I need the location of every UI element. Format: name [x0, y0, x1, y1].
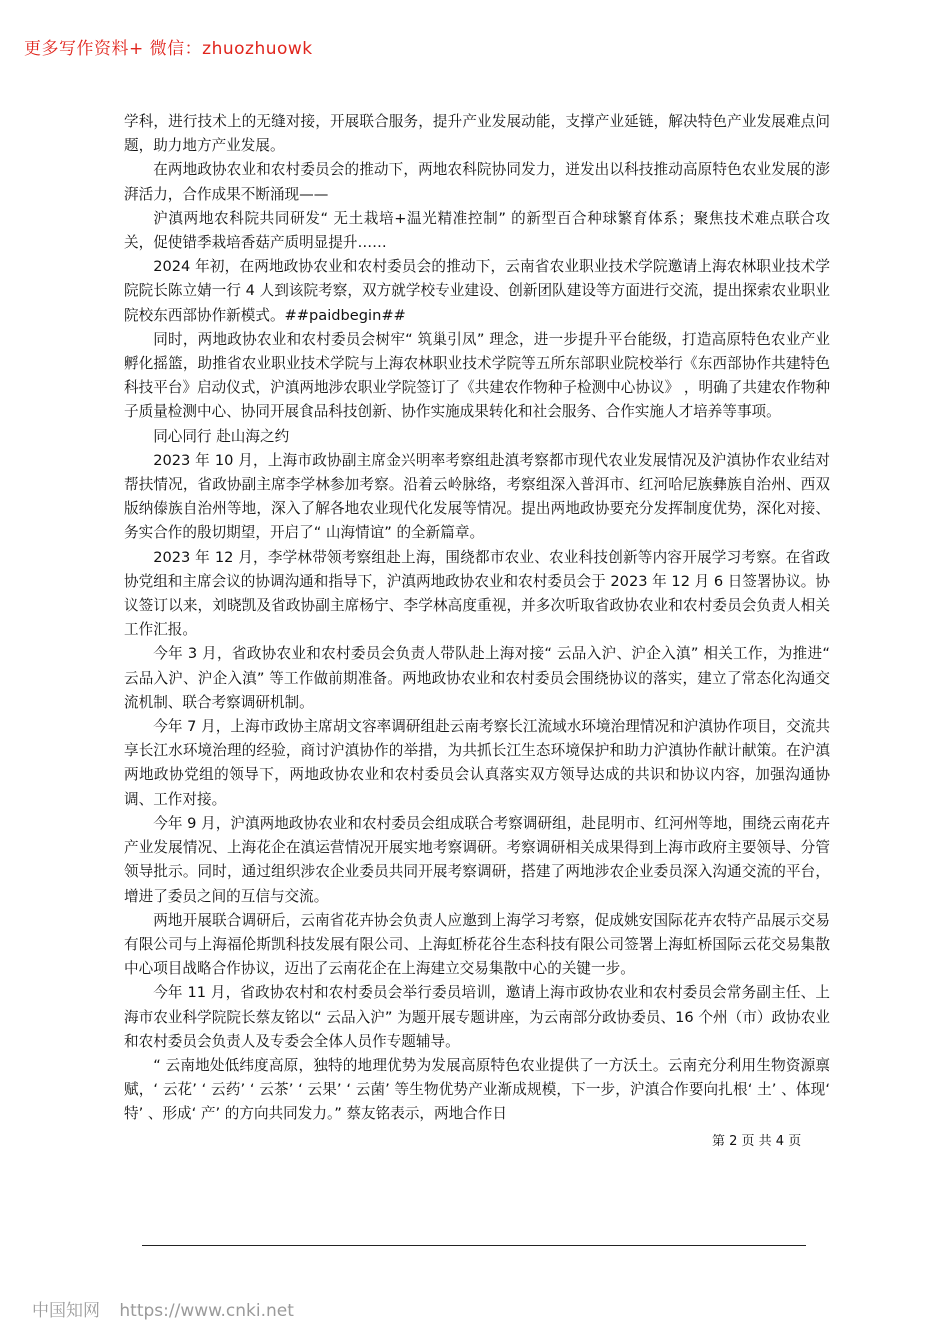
promo-banner: 更多写作资料+ 微信：zhuozhuowk: [24, 39, 313, 59]
page-number: 第 2 页 共 4 页: [712, 1134, 802, 1149]
paragraph: 今年 11 月，省政协农村和农村委员会举行委员培训，邀请上海市政协农业和农村委员会常务副主任、上海市农业科学院院长蔡友铭以“ 云品入沪” 为题开展专题讲座，为云南部分政协委员、16 个州（市）政协农业和农村委员会负责人及专委会全体人员作专题辅导。: [124, 984, 830, 1050]
watermark-url: https://www.cnki.net: [119, 1301, 294, 1321]
footer-divider: [142, 1245, 806, 1246]
paragraph: 学科，进行技术上的无缝对接，开展联合服务，提升产业发展动能，支撑产业延链，解决特色产业发展难点问题，助力地方产业发展。: [124, 113, 830, 155]
paragraph: 在两地政协农业和农村委员会的推动下，两地农科院协同发力，迸发出以科技推动高原特色农业发展的澎湃活力，合作成果不断涌现——: [124, 161, 830, 203]
paragraph: 今年 3 月，省政协农业和农村委员会负责人带队赴上海对接“ 云品入沪、沪企入滇” 相关工作，为推进“ 云品入沪、沪企入滇” 等工作做前期准备。两地政协农业和农村委员会围绕协议的落实，建立了常态化沟通交流机制、联合考察调研机制。: [124, 645, 830, 711]
paragraph: 今年 9 月，沪滇两地政协农业和农村委员会组成联合考察调研组，赴昆明市、红河州等地，围绕云南花卉产业发展情况、上海花企在滇运营情况开展实地考察调研。考察调研相关成果得到上海市政府主要领导、分管领导批示。同时，通过组织涉农企业委员共同开展考察调研，搭建了两地涉农企业委员深入沟通交流的平台，增进了委员之间的互信与交流。: [124, 814, 830, 905]
paragraph: 同心同行 赴山海之约: [153, 427, 290, 445]
watermark-site-name: 中国知网: [32, 1301, 100, 1321]
paragraph: 2023 年 10 月，上海市政协副主席金兴明率考察组赴滇考察都市现代农业发展情况及沪滇协作农业结对帮扶情况，省政协副主席李学林参加考察。沿着云岭脉络，考察组深入普洱市、红河哈尼族彝族自治州、西双版纳傣族自治州等地，深入了解各地农业现代化发展等情况。提出两地政协要充分发挥制度优势，深化对接、务实合作的殷切期望，开启了“ 山海情谊” 的全新篇章。: [124, 451, 830, 542]
document-body: [124, 110, 830, 1127]
paragraph: 两地开展联合调研后，云南省花卉协会负责人应邀到上海学习考察，促成姚安国际花卉农特产品展示交易有限公司与上海福伦斯凯科技发展有限公司、上海虹桥花谷生态科技有限公司签署上海虹桥国际云花交易集散中心项目战略合作协议，迈出了云南花企在上海建立交易集散中心的关键一步。: [124, 911, 830, 978]
paragraph: 2023 年 12 月，李学林带领考察组赴上海，围绕都市农业、农业科技创新等内容开展学习考察。在省政协党组和主席会议的协调沟通和指导下，沪滇两地政协农业和农村委员会于 2023 年 12 月 6 日签署协议。协议签订以来，刘晓凯及省政协副主席杨宁、李学林高度重视，并多次听取省政协农业和农村委员会负责人相关工作汇报。: [124, 548, 830, 639]
cnki-watermark: [32, 1296, 294, 1321]
paragraph: 沪滇两地农科院共同研发“ 无土栽培+温光精准控制” 的新型百合种球繁育体系；聚焦技术难点联合攻关，促使错季栽培香菇产质明显提升……: [124, 209, 830, 252]
paragraph: “ 云南地处低纬度高原，独特的地理优势为发展高原特色农业提供了一方沃土。云南充分利用生物资源禀赋，‘ 云花’ ‘ 云药’ ‘ 云茶’ ‘ 云果’ ‘ 云菌’ 等生物优势产业渐成规模，下一步，沪滇合作要向扎根‘ 土’ 、体现‘ 特’ 、形成‘ 产’ 的方向共同发力。” 蔡友铭表示，两地合作日: [124, 1056, 830, 1123]
paragraph: 同时，两地政协农业和农村委员会树牢“ 筑巢引凤” 理念，进一步提升平台能级，打造高原特色农业产业孵化摇篮，助推省农业职业技术学院与上海农林职业技术学院等五所东部职业院校举行《东西部协作共建特色科技平台》启动仪式，沪滇两地涉农职业学院签订了《共建农作物种子检测中心协议》 ，明确了共建农作物种子质量检测中心、协同开展食品科技创新、协作实施成果转化和社会服务、合作实施人才培养等事项。: [124, 330, 830, 421]
paragraph: 2024 年初，在两地政协农业和农村委员会的推动下，云南省农业职业技术学院邀请上海农林职业技术学院院长陈立婧一行 4 人到该院考察，双方就学校专业建设、创新团队建设等方面进行交流，提出探索农业职业院校东西部协作新模式。##paidbegin##: [124, 258, 830, 324]
paragraph: 今年 7 月，上海市政协主席胡文容率调研组赴云南考察长江流域水环境治理情况和沪滇协作项目，交流共享长江水环境治理的经验，商讨沪滇协作的举措，为共抓长江生态环境保护和助力沪滇协作献计献策。在沪滇两地政协党组的领导下，两地政协农业和农村委员会认真落实双方领导达成的共识和协议内容，加强沟通协调、工作对接。: [124, 718, 830, 808]
